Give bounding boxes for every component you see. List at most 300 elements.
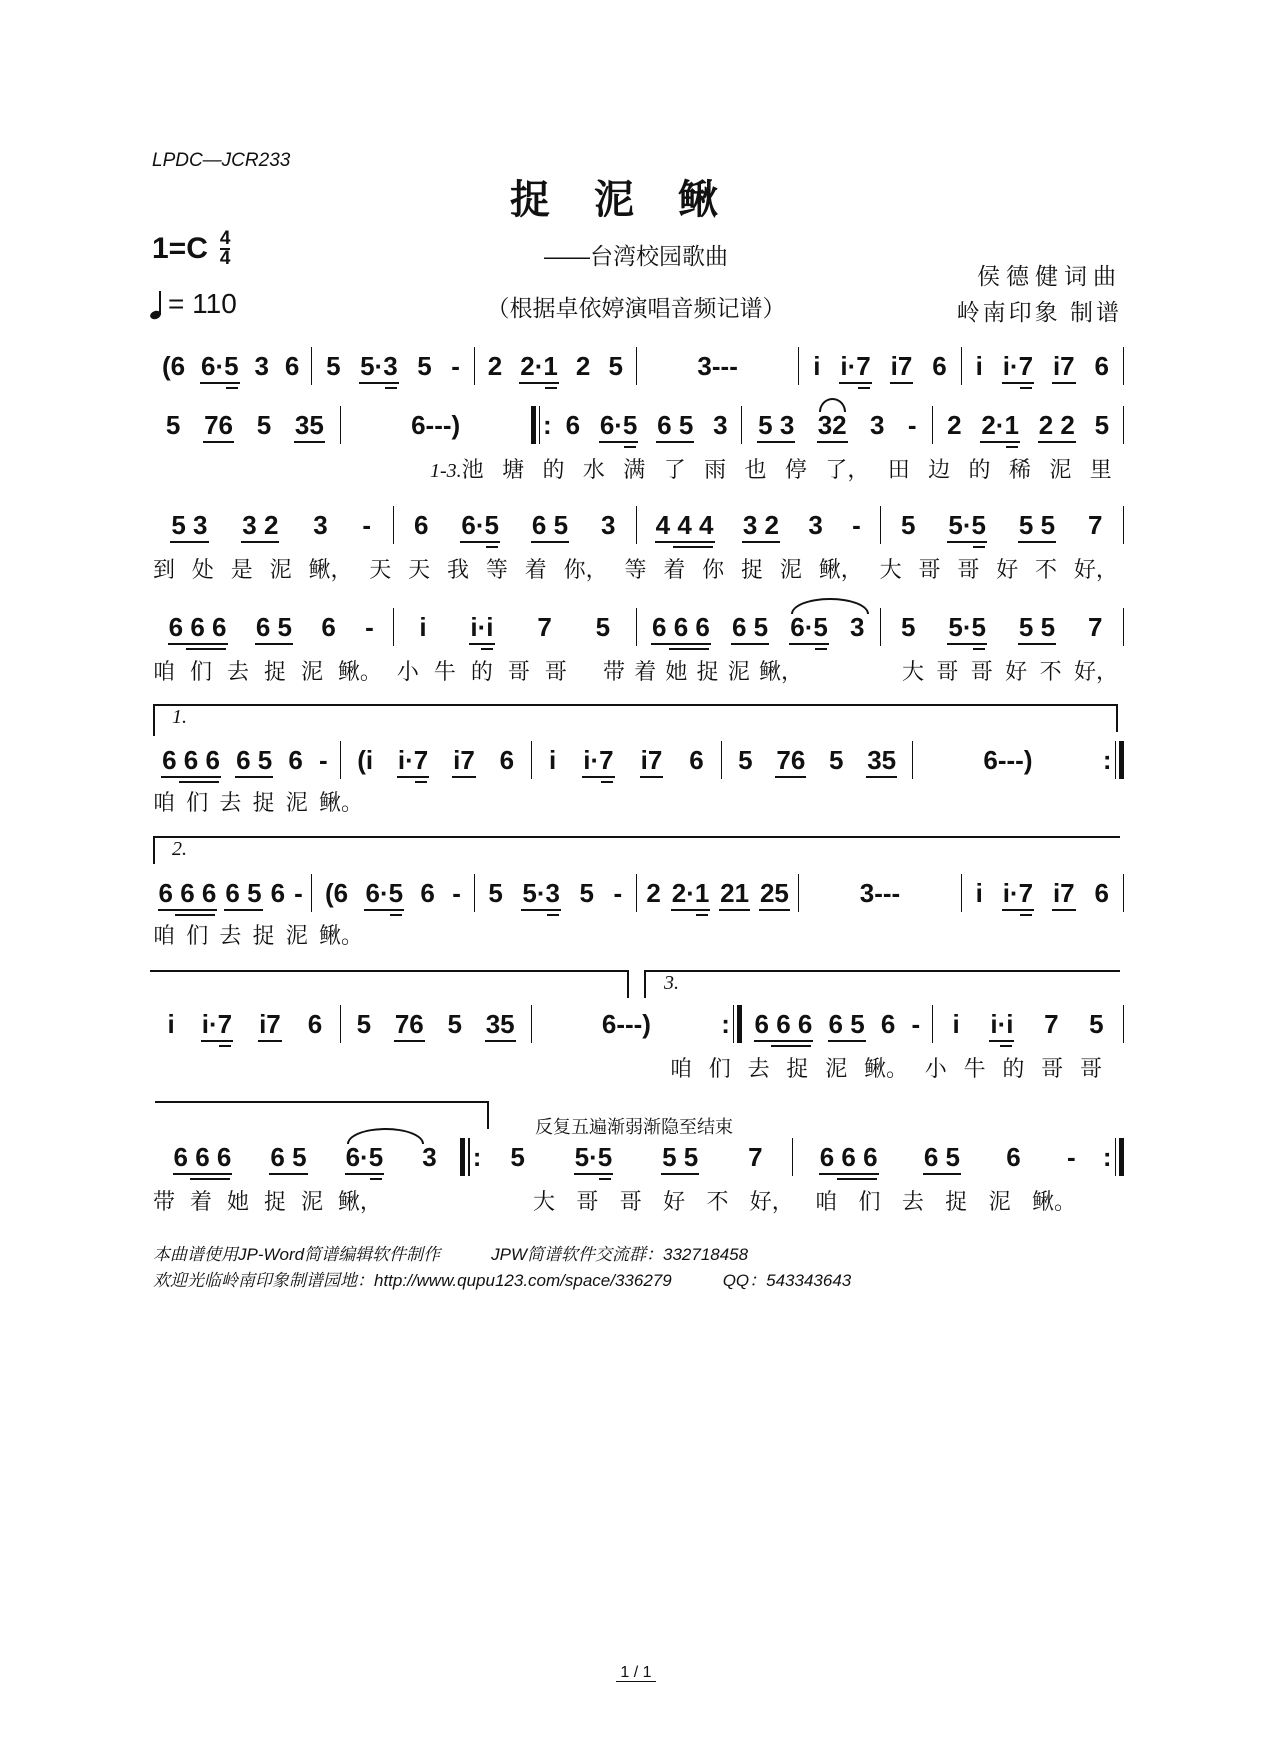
note-group: 6 6 6: [652, 612, 710, 642]
end-repeat-barline: [1103, 1138, 1124, 1176]
note-group: 5: [256, 410, 272, 440]
lyric-syllable: 小: [396, 658, 419, 684]
note-group: 5: [165, 410, 181, 440]
barline-thick: [460, 1138, 465, 1176]
barline: [1123, 608, 1124, 646]
barline: [1123, 406, 1124, 444]
note-group: i: [975, 878, 983, 908]
lyric-syllable: 塘: [502, 456, 525, 482]
note-group: 2: [646, 878, 661, 908]
lyric-syllable: 去: [901, 1188, 924, 1214]
lyric-line: [533, 1185, 1076, 1215]
note-group: -: [362, 510, 372, 540]
lyric-syllable: 的: [470, 658, 493, 684]
note-group: 6 5: [225, 878, 262, 908]
measure: [637, 505, 880, 545]
note-group: 6·5: [365, 878, 404, 908]
lyric-syllable: 牛: [433, 658, 456, 684]
measure: [341, 1004, 531, 1044]
time-bottom: 4: [219, 248, 231, 269]
measure: [962, 873, 1123, 913]
note-group: 5: [417, 351, 432, 381]
measure: [341, 740, 531, 780]
note-group: 6---): [411, 410, 461, 440]
lyric-syllable: 着: [189, 1188, 212, 1214]
staff-row: [150, 346, 1124, 386]
note-group: 21: [720, 878, 750, 908]
measure: [881, 505, 1124, 545]
note-group: i·7: [1002, 878, 1034, 908]
measure: [722, 740, 912, 780]
measure: [150, 1004, 340, 1044]
lyric-syllable: 着: [663, 556, 686, 582]
note-group: 5 5: [1018, 612, 1056, 642]
barline-thin: [1115, 1138, 1117, 1176]
lyric-syllable: 们: [189, 658, 212, 684]
credit-engraver: 岭南印象 制谱: [956, 299, 1122, 325]
volta-bracket-line: [644, 970, 1120, 972]
note-group: 6 6 6: [173, 1142, 232, 1172]
lyric-syllable: 的: [542, 456, 565, 482]
note-group: -: [319, 745, 328, 775]
measure: [933, 405, 1123, 445]
note-group: -: [907, 410, 917, 440]
measure: [532, 740, 722, 780]
lyric-syllable: 我: [447, 556, 470, 582]
lyric-syllable: 满: [623, 456, 646, 482]
note-group: 32: [817, 410, 848, 440]
lyric-line: [670, 1052, 1102, 1082]
note-group: 5: [608, 351, 623, 381]
source-note: （根据卓依婷演唱音频记谱）: [486, 295, 786, 321]
lyric-syllable: 们: [858, 1188, 881, 1214]
lyric-syllable: 里: [1089, 456, 1112, 482]
barline-thick: [1119, 741, 1124, 779]
note-group: 25: [759, 878, 789, 908]
repeat-dots: :: [721, 1009, 730, 1039]
lyric-syllable: 去: [226, 658, 249, 684]
lyric-line: [603, 655, 803, 685]
note-group: i: [549, 745, 557, 775]
note-group: -: [852, 510, 861, 540]
start-repeat-barline: [460, 1138, 481, 1176]
barline-thin: [733, 1005, 735, 1043]
lyric-syllable: 带: [603, 658, 626, 684]
key-label: 1=C: [152, 232, 208, 265]
note-group: (i: [357, 745, 374, 775]
barline-thin: [1115, 741, 1117, 779]
note-group: 76: [204, 410, 233, 440]
note-group: 7: [1088, 612, 1103, 642]
note-group: 3---: [859, 878, 901, 908]
staff-row: [150, 740, 1124, 780]
note-group: 6: [1006, 1142, 1021, 1172]
measure: [481, 1137, 791, 1177]
note-group: 3---: [697, 351, 738, 381]
lyric-syllable: 咱: [153, 789, 176, 815]
note-group: 5: [738, 745, 753, 775]
lyric-syllable: 哥: [918, 556, 941, 582]
measure: [552, 405, 742, 445]
volta-label: 2.: [172, 838, 187, 860]
note-group: 6 6 6: [819, 1142, 878, 1172]
note-group: (6: [161, 351, 186, 381]
note-group: 76: [394, 1009, 424, 1039]
note-group: i·i: [990, 1009, 1014, 1039]
note-group: 4 4 4: [655, 510, 714, 540]
lyric-syllable: 你，: [563, 556, 608, 582]
volta-bracket-line: [487, 1101, 489, 1129]
lyric-syllable: 们: [186, 922, 209, 948]
lyric-syllable: 捉: [786, 1055, 809, 1081]
lyric-syllable: 哥: [1079, 1055, 1102, 1081]
note-group: 5: [326, 351, 341, 381]
start-repeat-barline: [531, 406, 552, 444]
lyric-syllable: 好: [663, 1188, 686, 1214]
note-group: 3: [601, 510, 616, 540]
note-group: 5·5: [574, 1142, 613, 1172]
lyric-syllable: 田: [887, 456, 910, 482]
measure: [150, 346, 311, 386]
lyric-syllable: 稀: [1008, 456, 1031, 482]
lyric-syllable: 雨: [704, 456, 727, 482]
volta-bracket-line: [153, 704, 155, 736]
volta-label: 1.: [172, 706, 187, 728]
lyric-syllable: 们: [186, 789, 209, 815]
barline: [1123, 874, 1124, 912]
note-group: -: [452, 878, 461, 908]
slur-arc: [347, 1128, 425, 1144]
note-group: 7: [1044, 1009, 1059, 1039]
note-group: i: [975, 351, 983, 381]
tempo-value: = 110: [168, 288, 237, 319]
lyric-syllable: 的: [968, 456, 991, 482]
lyric-syllable: 等: [485, 556, 508, 582]
lyric-syllable: 鳅。: [863, 1055, 908, 1081]
lyric-syllable: 你: [702, 556, 725, 582]
measure: [742, 1004, 932, 1044]
footer-website: 欢迎光临岭南印象制谱园地：http://www.qupu123.com/space/336279 QQ：543343643: [153, 1271, 852, 1290]
note-group: i7: [259, 1009, 281, 1039]
note-group: 6: [284, 351, 300, 381]
note-group: i·7: [397, 745, 429, 775]
volta-bracket-line: [627, 970, 629, 998]
note-group: 6: [270, 878, 286, 908]
note-group: 6 5: [255, 612, 292, 642]
staff-row: [150, 1004, 1124, 1044]
lyric-syllable: 大: [879, 556, 902, 582]
measure: [150, 873, 311, 913]
song-title: 捉泥鳅: [510, 176, 762, 223]
lyric-syllable: 泥: [727, 658, 750, 684]
note-group: 5: [1094, 410, 1110, 440]
volta-bracket-line: [153, 704, 1118, 706]
lyric-syllable: 哥: [1041, 1055, 1064, 1081]
lyric-syllable: 鳅，: [337, 1188, 382, 1214]
note-group: i: [952, 1009, 960, 1039]
barline: [1123, 506, 1124, 544]
lyric-syllable: 好: [1005, 658, 1028, 684]
lyric-syllable: 水: [582, 456, 605, 482]
note-group: 6 6 6: [754, 1009, 813, 1039]
lyric-syllable: 泥: [300, 1188, 323, 1214]
note-group: 7: [748, 1142, 763, 1172]
note-group: 6: [689, 745, 704, 775]
note-group: 3: [849, 612, 865, 642]
note-group: 5: [447, 1009, 462, 1039]
note-group: 5: [900, 510, 916, 540]
volta-bracket-line: [644, 970, 646, 998]
measure: [394, 607, 637, 647]
lyric-line: [153, 553, 1118, 583]
lyric-syllable: 泥: [285, 922, 308, 948]
barline-thick: [531, 406, 536, 444]
measure: [742, 405, 932, 445]
note-group: 3: [313, 510, 328, 540]
note-group: i7: [1052, 351, 1075, 381]
measure: [933, 1004, 1123, 1044]
note-group: 6·5: [789, 612, 829, 642]
note-group: 5·5: [948, 612, 986, 642]
lyric-syllable: 着: [634, 658, 657, 684]
lyric-syllable: 不: [1035, 556, 1058, 582]
note-group: 6 5: [828, 1009, 865, 1039]
lyric-syllable: 哥: [544, 658, 567, 684]
note-group: 6 5: [236, 745, 273, 775]
note-group: i·i: [470, 612, 494, 642]
lyric-syllable: 鳅，: [758, 658, 803, 684]
staff-row: [150, 505, 1124, 545]
lyric-syllable: 她: [226, 1188, 249, 1214]
lyric-syllable: 也: [744, 456, 767, 482]
note-group: 6 6 6: [158, 878, 217, 908]
note-group: i7: [1052, 878, 1075, 908]
note-group: 6: [321, 612, 336, 642]
lyric-syllable: 好，: [1073, 658, 1118, 684]
note-group: 6: [420, 878, 435, 908]
slur-arc: [819, 398, 846, 412]
note-group: 2·1: [981, 410, 1019, 440]
note-group: 5 3: [171, 510, 208, 540]
note-group: 35: [294, 410, 324, 440]
lyric-syllable: 到: [153, 556, 176, 582]
measure: [913, 740, 1103, 780]
staff-row: [150, 1137, 1124, 1177]
lyric-syllable: 泥: [825, 1055, 848, 1081]
lyric-syllable: 泥: [1049, 456, 1072, 482]
note-group: 5 3: [758, 410, 795, 440]
lyric-syllable: 哥: [619, 1188, 642, 1214]
lyric-syllable: 1-3.池: [430, 456, 484, 482]
note-group: 6 5: [531, 510, 569, 540]
lyric-syllable: 她: [665, 658, 688, 684]
lyric-syllable: 鳅。: [318, 922, 363, 948]
note-group: 7: [537, 612, 552, 642]
measure: [532, 1004, 722, 1044]
note-group: 6: [932, 351, 947, 381]
lyric-line: [153, 786, 363, 816]
note-group: 5: [1089, 1009, 1104, 1039]
lyric-syllable: 哥: [936, 658, 959, 684]
lyric-syllable: 好: [996, 556, 1019, 582]
note-group: 5: [510, 1142, 525, 1172]
note-group: 6---): [983, 745, 1033, 775]
note-group: 6: [565, 410, 581, 440]
volta-bracket-line: [155, 1101, 488, 1103]
lyric-syllable: 们: [708, 1055, 731, 1081]
note-group: 5: [579, 878, 594, 908]
measure: [799, 346, 960, 386]
lyric-line: [430, 453, 1112, 483]
note-group: 6---): [601, 1009, 651, 1039]
lyric-syllable: 大: [902, 658, 925, 684]
lyric-syllable: 捉: [252, 922, 275, 948]
note-group: -: [294, 878, 303, 908]
lyric-syllable: 边: [928, 456, 951, 482]
lyric-syllable: 小: [924, 1055, 947, 1081]
note-group: 6 6 6: [162, 745, 220, 775]
note-group: i·7: [840, 351, 871, 381]
note-group: 6·5: [201, 351, 239, 381]
note-group: i: [167, 1009, 175, 1039]
lyric-syllable: 停: [784, 456, 807, 482]
note-group: 3: [869, 410, 885, 440]
barline: [1123, 1005, 1124, 1043]
footer-software: 本曲谱使用JP-Word简谱编辑软件制作 JPW简谱软件交流群：332718458: [153, 1245, 749, 1264]
measure: [150, 740, 340, 780]
score-code: LPDC—JCR233: [152, 150, 291, 171]
measure: [394, 505, 637, 545]
note-group: 5 5: [1018, 510, 1056, 540]
repeat-dots: :: [1102, 1142, 1112, 1172]
note-group: 5: [356, 1009, 372, 1039]
lyric-line: [153, 919, 363, 949]
note-group: 6: [880, 1009, 896, 1039]
note-group: 6: [307, 1009, 323, 1039]
verse-number: 1-3.: [430, 459, 462, 482]
note-group: 3: [808, 510, 823, 540]
lyric-syllable: 不: [706, 1188, 729, 1214]
measure: [475, 346, 636, 386]
staff-row: [150, 607, 1124, 647]
lyric-syllable: 鳅。: [1031, 1188, 1076, 1214]
lyric-syllable: 牛: [963, 1055, 986, 1081]
barline-thin: [539, 406, 541, 444]
measure: [799, 873, 960, 913]
lyric-syllable: 大: [533, 1188, 556, 1214]
note-group: 6·5: [461, 510, 499, 540]
lyric-syllable: 哥: [957, 556, 980, 582]
measure: [150, 607, 393, 647]
note-group: 6: [1094, 351, 1109, 381]
note-group: 76: [776, 745, 806, 775]
note-group: 6·5: [345, 1142, 385, 1172]
note-group: i7: [453, 745, 475, 775]
volta-bracket-line: [150, 970, 628, 972]
note-group: 6 5: [270, 1142, 307, 1172]
lyric-syllable: 了，: [825, 456, 870, 482]
lyric-syllable: 鳅，: [818, 556, 863, 582]
lyric-syllable: 去: [219, 922, 242, 948]
lyric-syllable: 泥: [300, 658, 323, 684]
end-repeat-barline: [1103, 741, 1124, 779]
lyric-syllable: 鳅，: [308, 556, 353, 582]
lyric-syllable: 了: [663, 456, 686, 482]
note-group: 5: [488, 878, 503, 908]
lyric-syllable: 的: [1002, 1055, 1025, 1081]
note-group: -: [365, 612, 374, 642]
time-top: 4: [219, 228, 231, 249]
lyric-syllable: 捉: [263, 1188, 286, 1214]
lyric-syllable: 泥: [269, 556, 292, 582]
lyric-syllable: 咱: [153, 922, 176, 948]
note-group: 6: [1094, 878, 1109, 908]
page-number-text: 1 / 1: [616, 1664, 655, 1682]
lyric-syllable: 去: [747, 1055, 770, 1081]
credit-composer: 侯德健词曲: [977, 263, 1122, 289]
measure: [637, 873, 798, 913]
repeat-dots: :: [472, 1142, 482, 1172]
note-group: 6: [499, 745, 515, 775]
note-group: 5 5: [662, 1142, 699, 1172]
lyric-syllable: 哥: [507, 658, 530, 684]
note-group: 3: [254, 351, 269, 381]
lyric-syllable: 去: [219, 789, 242, 815]
note-group: -: [613, 878, 623, 908]
note-group: (6: [325, 878, 349, 908]
subtitle: ——台湾校园歌曲: [544, 243, 728, 269]
measure: [637, 607, 880, 647]
lyric-syllable: 捉: [696, 658, 719, 684]
note-group: 35: [485, 1009, 515, 1039]
note-group: 6·5: [599, 410, 638, 440]
note-group: 5: [829, 745, 844, 775]
note-group: 5: [595, 612, 611, 642]
measure: [150, 1137, 460, 1177]
note-group: i: [813, 351, 821, 381]
measure: [150, 505, 393, 545]
note-group: -: [451, 351, 460, 381]
lyric-syllable: 鳅。: [337, 658, 382, 684]
note-group: 5·5: [948, 510, 986, 540]
note-group: i·7: [583, 745, 614, 775]
note-group: 6: [288, 745, 303, 775]
lyric-syllable: 着: [524, 556, 547, 582]
staff-row: [150, 405, 1124, 445]
note-group: i: [419, 612, 427, 642]
note-group: 6 5: [923, 1142, 960, 1172]
volta-label: 3.: [664, 972, 679, 994]
note-group: 2: [947, 410, 962, 440]
measure: [341, 405, 531, 445]
note-group: 6 5: [731, 612, 769, 642]
note-group: 7: [1088, 510, 1103, 540]
lyric-syllable: 好，: [1073, 556, 1118, 582]
barline-thin: [468, 1138, 470, 1176]
lyric-syllable: 不: [1039, 658, 1062, 684]
note-group: 3: [422, 1142, 437, 1172]
note-group: i·7: [201, 1009, 233, 1039]
lyric-syllable: 带: [153, 1188, 176, 1214]
measure: [475, 873, 636, 913]
note-group: 35: [867, 745, 897, 775]
repeat-dots: :: [1102, 745, 1112, 775]
lyric-syllable: 咱: [815, 1188, 838, 1214]
note-group: -: [1066, 1142, 1076, 1172]
measure: [793, 1137, 1103, 1177]
note-group: 2·1: [671, 878, 710, 908]
note-group: 2: [487, 351, 503, 381]
